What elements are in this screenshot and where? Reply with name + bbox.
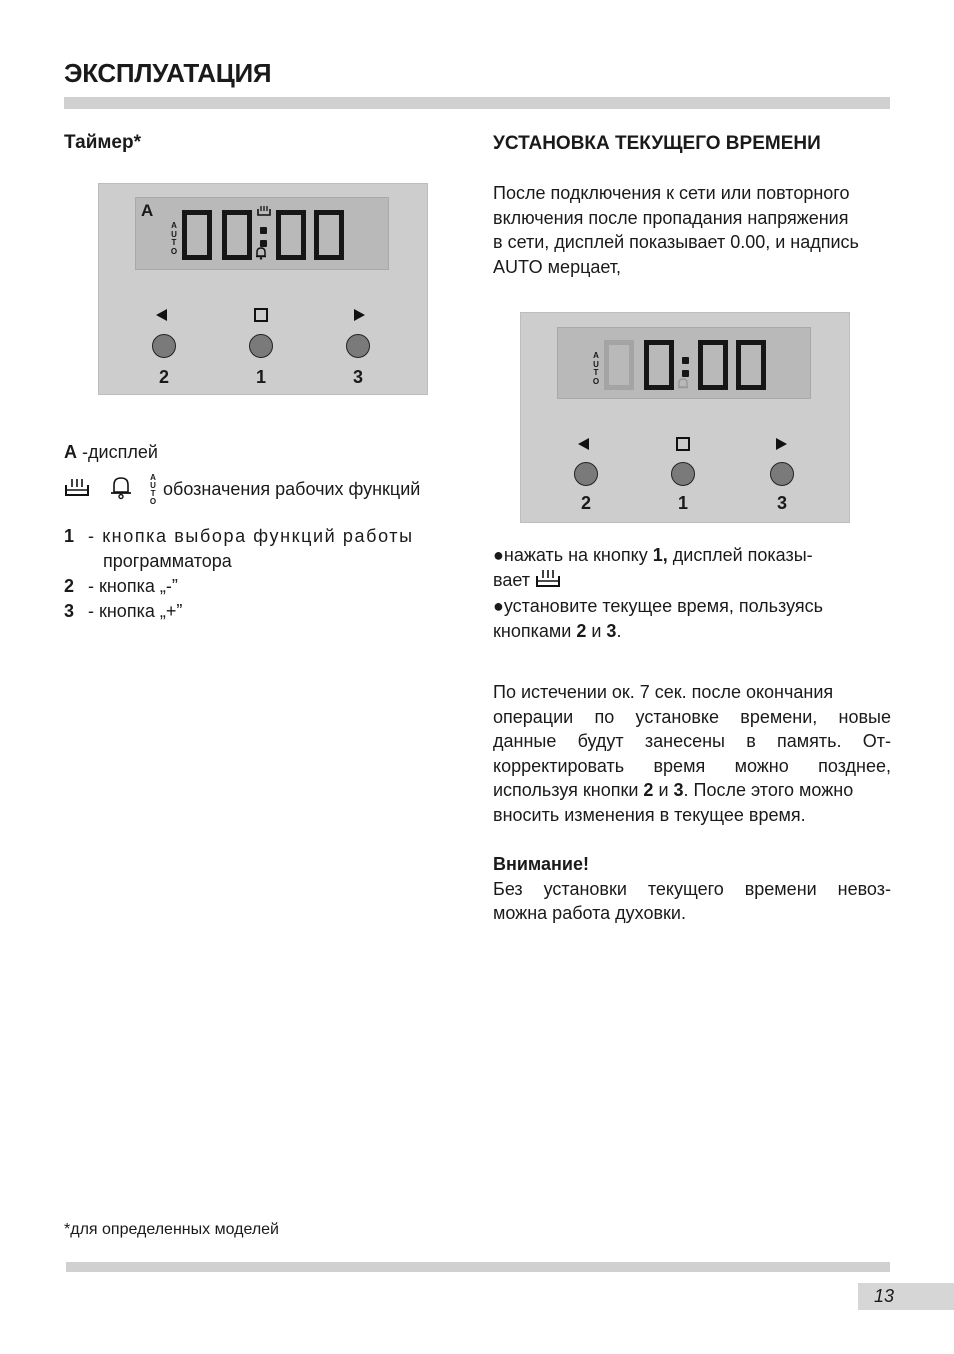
function-select-button[interactable] [249, 334, 273, 358]
legend-item-2: 2 - кнопка „-” [64, 576, 178, 596]
memory-paragraph: По истечении ок. 7 сек. после окончания операции по установке времени, новые данные будут занесены в память. От- корректировать время можно позднее, используя кнопки 2 и 3. После этого можно вносить изменения в текущее время. [493, 682, 891, 825]
square-icon [254, 308, 268, 322]
set-time-control-panel [520, 312, 850, 523]
colon-top [260, 227, 267, 234]
minus-button[interactable] [574, 462, 598, 486]
bell-icon-dim [676, 377, 690, 396]
button-number-2: 2 [158, 367, 169, 387]
auto-indicator: A U T O [592, 351, 600, 386]
bullet-icon: ● [493, 545, 504, 565]
colon-top [682, 357, 689, 364]
pot-icon [64, 477, 90, 504]
bell-icon [109, 474, 133, 507]
digit-hours-units [644, 340, 674, 390]
digit-minutes-tens [276, 210, 306, 260]
digit-hours-tens-dim [604, 340, 634, 390]
footnote: *для определенных моделей [64, 1221, 279, 1238]
warning-block: Внимание! Без установки текущего времени невоз- можна работа духовки. [493, 854, 891, 923]
function-select-button[interactable] [671, 462, 695, 486]
right-arrow-icon [776, 438, 787, 450]
page-title: ЭКСПЛУАТАЦИЯ [64, 58, 272, 88]
functions-text: обозначения рабочих функций [163, 479, 421, 499]
pot-icon [256, 204, 272, 222]
digit-hours-units [222, 210, 252, 260]
legend-item-3: 3 - кнопка „+” [64, 601, 183, 621]
button-number-3: 3 [352, 367, 363, 387]
right-arrow-icon [354, 309, 365, 321]
plus-button[interactable] [346, 334, 370, 358]
lcd-display [557, 327, 811, 399]
step-2: ●установите текущее время, пользуясь [493, 596, 824, 616]
intro-paragraph: После подключения к сети или повторного включения после пропадания напряжения в сети, дисплей показывает 0.00, и надпись AUTO мерцает, [493, 183, 859, 277]
steps-list [493, 543, 891, 643]
auto-indicator: A U T O [170, 221, 178, 256]
set-time-heading: УСТАНОВКА ТЕКУЩЕГО ВРЕМЕНИ [493, 133, 821, 154]
lcd-display [135, 197, 389, 270]
digit-minutes-units [314, 210, 344, 260]
bottom-divider [66, 1262, 890, 1272]
left-arrow-icon [578, 438, 589, 450]
bullet-icon: ● [493, 596, 504, 616]
legend-item-1: 1 - кнопка выбора функций работы программатора [64, 526, 414, 571]
pot-icon [535, 568, 561, 595]
auto-icon: A U T O [149, 473, 157, 507]
top-divider [64, 97, 890, 109]
button-number-1: 1 [677, 493, 688, 513]
digit-minutes-units [736, 340, 766, 390]
digit-hours-tens [182, 210, 212, 260]
page-number: 13 [858, 1283, 954, 1310]
legend-functions [64, 474, 464, 507]
button-number-3: 3 [776, 493, 787, 513]
digit-minutes-tens [698, 340, 728, 390]
square-icon [676, 437, 690, 451]
timer-control-panel [98, 183, 428, 395]
timer-heading: Таймер* [64, 132, 142, 153]
left-arrow-icon [156, 309, 167, 321]
bell-icon [254, 246, 268, 265]
button-number-1: 1 [255, 367, 266, 387]
minus-button[interactable] [152, 334, 176, 358]
colon-bottom [682, 370, 689, 377]
legend-display: A -дисплей [64, 442, 158, 462]
step-1-continued: вает [493, 568, 891, 595]
warning-title: Внимание! [493, 854, 589, 874]
step-1: ●нажать на кнопку 1, дисплей показы- [493, 545, 813, 565]
button-number-2: 2 [580, 493, 591, 513]
step-2-continued: кнопками 2 и 3. [493, 620, 622, 641]
plus-button[interactable] [770, 462, 794, 486]
display-label: A [141, 201, 154, 220]
